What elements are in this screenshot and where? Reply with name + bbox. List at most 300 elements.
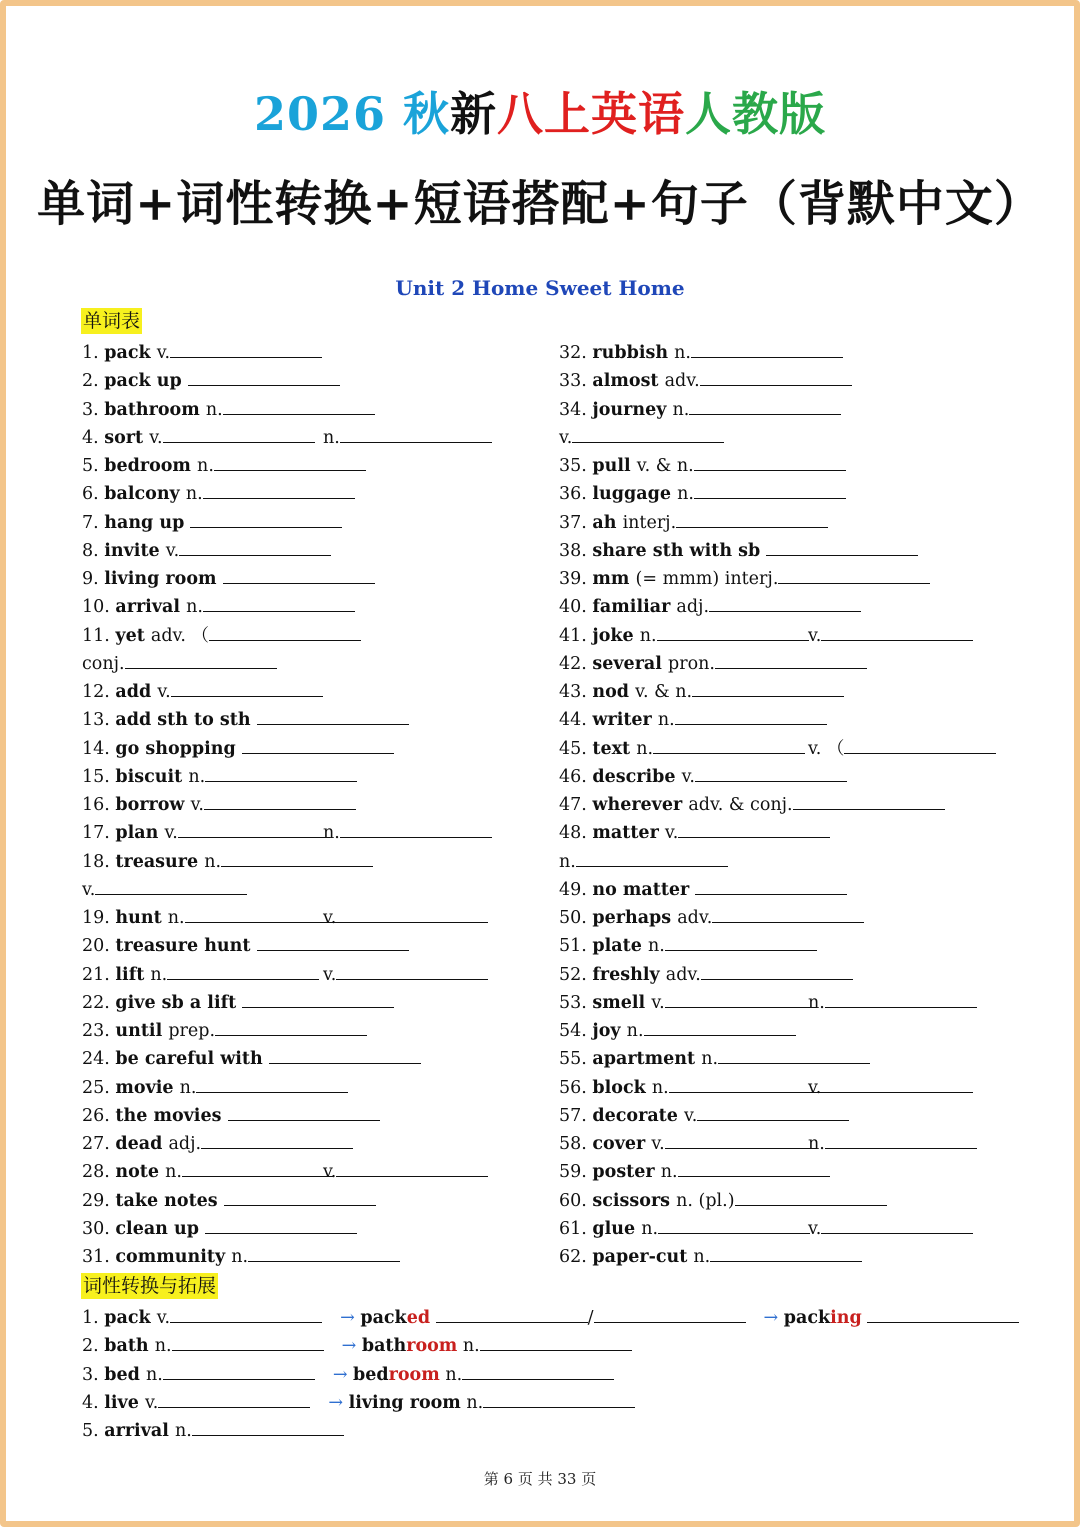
answer-blank <box>778 568 930 584</box>
answer-blank <box>228 1105 380 1121</box>
item-number: 3. <box>82 1364 105 1385</box>
vocab-row <box>82 1048 421 1069</box>
vocab-row <box>559 738 805 759</box>
vocab-word: glue <box>592 1218 642 1239</box>
part-of-speech: v. <box>82 879 96 900</box>
answer-blank <box>644 1020 796 1036</box>
vocab-row <box>559 1218 810 1239</box>
vocab-row <box>559 1105 849 1126</box>
vocab-row <box>82 653 277 674</box>
vocab-word: no matter <box>592 879 696 900</box>
vocab-row-second <box>808 1218 973 1239</box>
vocab-row-second <box>808 625 973 646</box>
vocab-row <box>82 1218 357 1239</box>
vocab-row <box>559 879 847 900</box>
vocab-word: add <box>115 682 158 702</box>
title-autumn: 秋 <box>403 87 451 141</box>
vocab-word: joke <box>592 625 640 646</box>
vocab-word: rubbish <box>592 343 675 363</box>
word-stem: pack <box>783 1308 831 1328</box>
answer-blank <box>170 1307 322 1323</box>
item-number: 38. <box>559 540 593 561</box>
vocab-word: live <box>104 1392 145 1413</box>
item-number: 36. <box>559 484 593 505</box>
vocab-row <box>82 399 375 420</box>
item-number: 23. <box>82 1021 116 1041</box>
vocab-row <box>559 681 844 702</box>
vocab-word: movie <box>115 1077 180 1098</box>
vocab-row <box>559 540 918 561</box>
item-number: 40. <box>559 597 593 618</box>
part-of-speech: n. <box>165 1162 182 1183</box>
subtitle: 单词+词性转换+短语搭配+句子（背默中文） <box>37 176 1043 232</box>
title-year: 2026 <box>253 87 386 141</box>
part-of-speech: v. & n. <box>635 682 693 702</box>
part-of-speech: n. <box>204 851 222 872</box>
vocab-word: perhaps <box>592 908 678 928</box>
derived-word <box>784 1308 862 1328</box>
vocab-word: pack <box>104 343 157 363</box>
answer-blank <box>665 992 817 1008</box>
vocab-row <box>82 1077 348 1098</box>
answer-blank <box>170 342 322 358</box>
answer-blank <box>718 1048 870 1064</box>
arrow-icon: → <box>763 1308 784 1328</box>
item-number: 25. <box>82 1077 116 1098</box>
vocab-word: take notes <box>115 1190 224 1211</box>
answer-blank <box>178 822 330 838</box>
answer-blank <box>665 935 817 951</box>
part-of-speech: n. <box>150 964 168 985</box>
vocab-word: balcony <box>104 484 186 505</box>
vocab-word: treasure hunt <box>115 936 257 957</box>
part-of-speech: v. <box>149 427 163 448</box>
item-number: 30. <box>82 1218 116 1239</box>
item-number: 2. <box>82 371 105 392</box>
vocab-row <box>559 568 930 589</box>
vocab-word: yet <box>115 625 151 646</box>
answer-blank <box>336 1161 488 1177</box>
part-of-speech: n. <box>197 456 214 476</box>
vocab-word: sort <box>104 427 150 448</box>
answer-blank <box>825 992 977 1008</box>
answer-blank <box>691 342 843 358</box>
answer-blank <box>158 1392 310 1408</box>
vocab-row <box>82 370 340 391</box>
part-of-speech: n. <box>657 710 675 731</box>
item-number: 13. <box>82 710 116 731</box>
answer-blank <box>182 1161 334 1177</box>
answer-blank <box>203 483 355 499</box>
arrow-icon: → <box>341 1336 362 1357</box>
answer-blank <box>204 794 356 810</box>
section-conversion-heading: 词性转换与拓展 <box>83 1275 217 1297</box>
arrow-icon: → <box>332 1364 354 1385</box>
word-stem: living room <box>348 1392 461 1413</box>
answer-blank <box>676 512 828 528</box>
part-of-speech: n. <box>174 1421 192 1441</box>
vocab-word: hang up <box>104 512 191 533</box>
answer-blank <box>821 1218 973 1234</box>
section-vocabulary-heading: 单词表 <box>83 310 141 332</box>
title-new: 新 <box>450 87 498 141</box>
vocab-word: note <box>115 1162 166 1183</box>
vocab-row <box>82 766 357 787</box>
part-of-speech: pron. <box>668 653 715 674</box>
vocab-row <box>82 1246 400 1267</box>
vocab-row <box>559 512 828 533</box>
item-number: 58. <box>559 1134 593 1154</box>
conversion-row <box>82 1307 1019 1328</box>
answer-blank <box>223 568 375 584</box>
title-edition: 人教版 <box>685 87 827 141</box>
part-of-speech: v. <box>664 823 679 844</box>
vocab-word: block <box>592 1077 652 1098</box>
vocab-row <box>559 709 827 730</box>
part-of-speech: n. <box>647 936 665 957</box>
item-number: 55. <box>559 1049 593 1070</box>
vocab-word: plate <box>592 936 648 957</box>
answer-blank <box>125 653 277 669</box>
item-number: 7. <box>82 512 105 533</box>
item-number: 15. <box>82 766 116 787</box>
answer-blank <box>223 399 375 415</box>
answer-blank <box>185 907 337 923</box>
part-of-speech: v. <box>651 1134 665 1154</box>
vocab-row <box>82 1161 337 1183</box>
item-number: 16. <box>82 795 116 815</box>
item-number: 11. <box>82 625 116 646</box>
answer-blank <box>576 851 728 867</box>
answer-blank <box>692 681 844 697</box>
vocab-row-second <box>808 738 996 759</box>
answer-blank <box>336 907 488 923</box>
part-of-speech: v. <box>681 766 695 787</box>
answer-blank <box>653 738 805 754</box>
item-number: 28. <box>82 1162 116 1183</box>
vocab-row <box>559 596 861 617</box>
word-stem: bed <box>353 1364 389 1385</box>
part-of-speech: n. <box>641 1218 659 1239</box>
answer-blank <box>163 1364 315 1380</box>
vocab-row <box>559 625 809 646</box>
vocab-row <box>82 427 315 448</box>
vocab-row <box>559 370 852 391</box>
vocab-row-second <box>323 1161 488 1182</box>
part-of-speech: v. <box>156 343 171 363</box>
vocab-word: mm <box>592 569 636 589</box>
answer-blank <box>340 822 492 838</box>
answer-blank <box>179 540 331 556</box>
item-number: 47. <box>559 795 593 815</box>
vocab-word: go shopping <box>115 738 242 759</box>
vocab-row <box>82 879 247 900</box>
part-of-speech: n. <box>626 1021 644 1041</box>
vocab-word: freshly <box>592 964 666 985</box>
item-number: 33. <box>559 371 593 392</box>
answer-blank <box>695 879 847 895</box>
vocab-row <box>82 483 355 504</box>
item-number: 3. <box>82 399 105 420</box>
vocab-row <box>559 1077 821 1098</box>
vocab-word: arrival <box>115 597 187 618</box>
vocab-row <box>559 1246 862 1267</box>
vocab-word: bedroom <box>104 456 198 476</box>
answer-blank <box>257 935 409 951</box>
part-of-speech: n. <box>205 399 223 420</box>
answer-blank <box>205 1218 357 1234</box>
word-suffix: ing <box>830 1308 862 1328</box>
vocab-word: text <box>592 738 637 759</box>
answer-blank <box>675 709 827 725</box>
answer-blank <box>203 596 355 612</box>
part-of-speech: n. <box>457 1336 480 1357</box>
vocab-row <box>82 907 337 928</box>
part-of-speech: v. <box>559 427 573 448</box>
part-of-speech: n. <box>636 738 654 759</box>
main-title <box>0 78 1080 144</box>
item-number: 49. <box>559 879 593 900</box>
answer-blank <box>694 483 846 499</box>
item-number: 2. <box>82 1336 105 1357</box>
item-number: 35. <box>559 456 593 476</box>
item-number: 52. <box>559 964 593 985</box>
answer-blank <box>821 625 973 641</box>
part-of-speech: n. <box>808 1134 825 1154</box>
answer-blank <box>242 992 394 1008</box>
item-number: 43. <box>559 682 593 702</box>
answer-blank <box>700 370 852 386</box>
answer-blank <box>689 399 841 415</box>
vocab-row <box>559 1020 796 1041</box>
item-number: 5. <box>82 456 105 476</box>
answer-blank <box>766 540 918 556</box>
part-of-speech: n. <box>323 427 340 448</box>
vocab-row <box>82 992 394 1013</box>
vocab-word: bathroom <box>104 399 206 420</box>
item-number: 60. <box>559 1190 593 1211</box>
part-of-speech: adv. & conj. <box>688 795 793 815</box>
answer-blank <box>224 1190 376 1206</box>
part-of-speech: n. <box>701 1049 719 1070</box>
part-of-speech: v. & n. <box>636 456 694 476</box>
page-footer: 第 6 页 共 33 页 <box>483 1470 597 1488</box>
answer-blank <box>188 370 340 386</box>
word-stem: pack <box>360 1308 407 1328</box>
vocab-word: journey <box>592 399 673 420</box>
vocab-row <box>82 596 355 617</box>
part-of-speech: n. <box>693 1247 711 1267</box>
vocab-row <box>559 1048 870 1069</box>
part-of-speech: adv. <box>664 371 700 392</box>
vocab-row <box>559 851 728 872</box>
item-number: 37. <box>559 512 593 533</box>
vocab-word: community <box>115 1247 232 1267</box>
vocab-row <box>82 681 323 702</box>
part-of-speech: n. <box>660 1162 678 1183</box>
item-number: 31. <box>82 1247 116 1267</box>
answer-blank <box>710 1246 862 1262</box>
vocab-word: pull <box>592 456 637 476</box>
vocab-word: invite <box>104 540 166 561</box>
answer-blank <box>669 1077 821 1093</box>
item-number: 62. <box>559 1247 593 1267</box>
item-number: 1. <box>82 1308 105 1328</box>
answer-blank <box>190 512 342 528</box>
vocab-word: several <box>592 653 668 674</box>
part-of-speech: adj. <box>168 1134 202 1154</box>
vocab-word: scissors <box>592 1190 677 1211</box>
part-of-speech: n. <box>672 399 690 420</box>
item-number: 27. <box>82 1134 116 1154</box>
answer-blank <box>163 427 315 443</box>
vocab-row-second <box>323 964 488 985</box>
vocab-word: pack up <box>104 371 188 392</box>
item-number: 8. <box>82 540 105 561</box>
part-of-speech: v. <box>323 1162 337 1183</box>
answer-blank <box>712 907 864 923</box>
answer-blank <box>248 1246 400 1262</box>
item-number: 45. <box>559 738 593 759</box>
vocab-row <box>82 342 322 363</box>
part-of-speech: n. <box>186 597 203 618</box>
answer-blank <box>192 1420 344 1436</box>
part-of-speech: v. （ <box>808 738 845 759</box>
part-of-speech: v. <box>808 1077 822 1098</box>
vocab-row <box>559 935 817 956</box>
item-number: 20. <box>82 936 116 957</box>
item-number: 21. <box>82 964 116 985</box>
item-number: 26. <box>82 1105 116 1126</box>
part-of-speech: prep. <box>168 1021 216 1041</box>
answer-blank <box>735 1190 887 1206</box>
derived-word <box>353 1365 440 1385</box>
vocab-word: wherever <box>592 795 689 815</box>
vocab-row <box>82 738 394 759</box>
vocab-word: clean up <box>115 1218 206 1239</box>
vocab-word: luggage <box>592 484 678 505</box>
vocab-word: bath <box>104 1336 155 1357</box>
part-of-speech: v. <box>165 540 180 561</box>
part-of-speech: n. <box>179 1077 197 1098</box>
vocab-word: living room <box>104 569 223 589</box>
vocab-row <box>82 625 361 646</box>
part-of-speech: n. (pl.) <box>676 1190 735 1211</box>
item-number: 4. <box>82 427 105 448</box>
item-number: 57. <box>559 1105 593 1126</box>
part-of-speech: v. <box>156 1308 171 1328</box>
vocab-row <box>82 512 342 533</box>
item-number: 59. <box>559 1162 593 1183</box>
part-of-speech: n. <box>651 1077 669 1098</box>
vocab-row <box>559 427 724 448</box>
vocab-word: add sth to sth <box>115 710 257 731</box>
vocab-row <box>82 822 330 843</box>
arrow-icon: → <box>340 1308 361 1328</box>
part-of-speech: n. <box>145 1364 163 1385</box>
vocab-word: dead <box>115 1134 169 1154</box>
vocab-word: apartment <box>592 1049 702 1070</box>
item-number: 18. <box>82 851 116 872</box>
answer-blank <box>196 1077 348 1093</box>
answer-blank <box>658 1218 810 1234</box>
item-number: 22. <box>82 992 116 1013</box>
vocab-row <box>559 342 843 363</box>
item-number: 48. <box>559 823 593 844</box>
answer-blank <box>480 1335 632 1351</box>
answer-blank <box>483 1392 635 1408</box>
vocab-row <box>82 568 375 589</box>
part-of-speech: n. <box>323 823 340 844</box>
vocab-word: pack <box>104 1308 157 1328</box>
vocab-row <box>559 907 864 928</box>
answer-blank <box>215 1020 367 1036</box>
part-of-speech: adv. <box>677 908 713 928</box>
part-of-speech: n. <box>231 1247 249 1267</box>
part-of-speech: n. <box>460 1392 484 1413</box>
vocab-row <box>559 822 830 843</box>
part-of-speech: v. <box>808 625 822 646</box>
item-number: 24. <box>82 1049 116 1070</box>
vocab-row <box>559 1161 830 1182</box>
item-number: 56. <box>559 1077 593 1098</box>
part-of-speech: adv. <box>665 964 701 985</box>
answer-blank <box>242 738 394 754</box>
vocab-word: poster <box>592 1162 661 1183</box>
part-of-speech: (= mmm) interj. <box>635 569 779 589</box>
conversion-row <box>82 1420 344 1441</box>
vocab-row-second <box>808 1077 973 1098</box>
vocab-word: until <box>115 1021 169 1041</box>
part-of-speech: n. <box>677 484 694 505</box>
answer-blank <box>462 1364 614 1380</box>
answer-blank <box>95 879 247 895</box>
vocab-row-second <box>323 427 492 448</box>
vocab-row <box>82 709 409 730</box>
vocab-word: bed <box>104 1364 146 1385</box>
answer-blank <box>209 625 361 641</box>
vocab-word: arrival <box>104 1421 175 1441</box>
answer-blank <box>269 1048 421 1064</box>
vocab-word: ah <box>592 512 623 533</box>
answer-blank <box>171 681 323 697</box>
vocab-word: writer <box>592 710 658 731</box>
vocab-row <box>82 1190 376 1211</box>
vocab-word: describe <box>592 766 682 787</box>
part-of-speech: n. <box>808 992 825 1013</box>
vocab-row <box>82 1105 380 1126</box>
item-number: 9. <box>82 569 105 589</box>
vocab-row-second <box>323 822 492 843</box>
vocab-row <box>559 653 867 674</box>
word-suffix: room <box>388 1364 440 1385</box>
vocab-row-second <box>323 907 488 928</box>
item-number: 12. <box>82 682 116 702</box>
vocab-word: be careful with <box>115 1049 269 1070</box>
part-of-speech: n. <box>188 766 206 787</box>
answer-blank <box>709 596 861 612</box>
answer-blank <box>678 822 830 838</box>
word-stem: bath <box>361 1336 407 1357</box>
answer-blank <box>715 653 867 669</box>
answer-blank <box>701 964 853 980</box>
answer-blank <box>436 1307 588 1323</box>
part-of-speech: v. <box>808 1218 822 1239</box>
item-number: 46. <box>559 766 593 787</box>
part-of-speech: v. <box>323 908 337 928</box>
vocab-word: cover <box>592 1134 652 1154</box>
answer-blank <box>572 427 724 443</box>
